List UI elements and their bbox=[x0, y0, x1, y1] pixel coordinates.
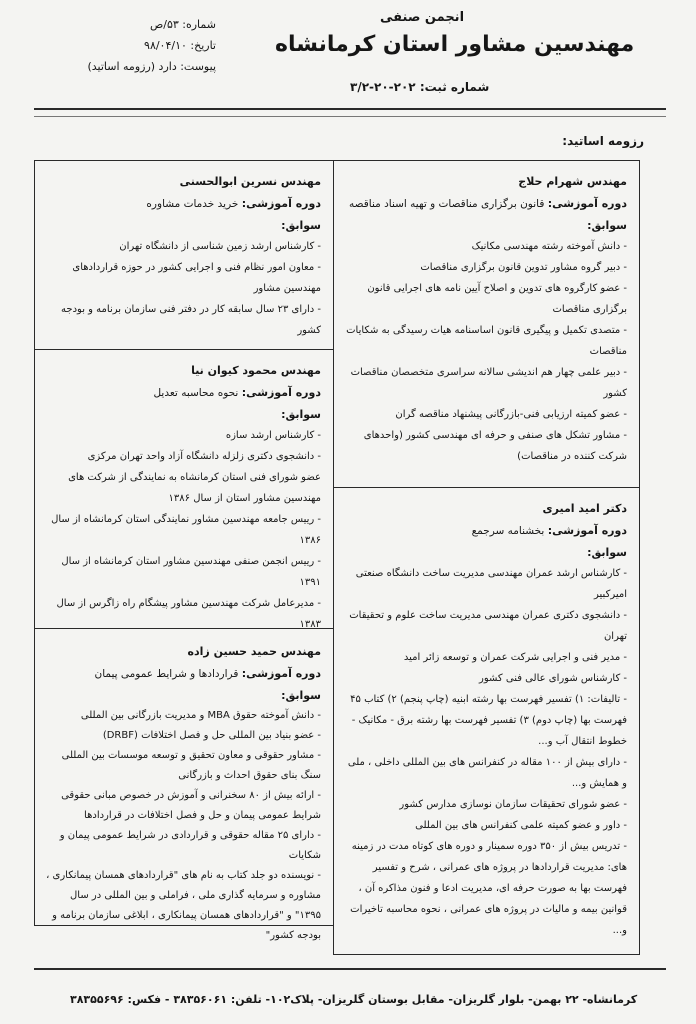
instructor-course bbox=[45, 193, 321, 215]
course-label: دوره آموزشی: bbox=[547, 524, 627, 537]
list-item: - مدیر فنی و اجرایی شرکت عمران و توسعه زائر امید bbox=[403, 652, 627, 663]
list-item: - متصدی تکمیل و پیگیری قانون اساسنامه هیات رسیدگی به شکایات مناقصات bbox=[346, 325, 627, 357]
course-value: بخشنامه سرجمع bbox=[471, 525, 545, 537]
instructor-course bbox=[45, 663, 321, 685]
course-value: قانون برگزاری مناقصات و تهیه اسناد مناقصه bbox=[349, 198, 545, 210]
background-list bbox=[45, 236, 321, 341]
list-item: - دانش آموخته حقوق MBA و مدیریت بازرگانی بین المللی bbox=[80, 710, 321, 721]
list-item: - عضو بنیاد بین المللی حل و فصل اختلافات (DRBF) bbox=[102, 730, 321, 741]
instructor-card-amiri bbox=[333, 487, 640, 955]
instructor-card-hosseinzadeh bbox=[34, 628, 334, 941]
instructor-card-abolhasani bbox=[34, 160, 334, 350]
background-label: سوابق: bbox=[281, 689, 321, 702]
list-item: - تدریس بیش از ۳۵۰ دوره سمینار و دوره های کوتاه مدت در زمینه های: مدیریت قراردادها در پروژه های عمرانی ، شرح و تفسیر فهرست بها به صورت حرفه ای، مدیریت ادعا و فنون مذاکره آن ، قوانین بیمه و مالیات در پروژه های عمرانی ، نحوه محاسبه تاخیرات و... bbox=[350, 841, 627, 936]
instructor-name: مهندس نسرین ابوالحسنی bbox=[179, 175, 321, 188]
list-item: - دارای بیش از ۱۰۰ مقاله در کنفرانس های بین المللی داخلی ، ملی و همایش و... bbox=[347, 757, 627, 789]
list-item: - ارائه بیش از ۸۰ سخنرانی و آموزش در خصوص مبانی حقوقی شرایط عمومی پیمان و حل و فصل اختلافات در قراردادها bbox=[61, 790, 321, 821]
instructor-name: مهندس شهرام حلاج bbox=[518, 175, 627, 188]
list-item: - دانشجوی دکتری عمران مهندسی مدیریت ساخت علوم و تحقیقات تهران bbox=[349, 610, 627, 642]
list-item: - عضو شورای تحقیقات سازمان نوسازی مدارس کشور bbox=[399, 799, 627, 810]
list-item: - رییس جامعه مهندسین مشاور نمایندگی استان کرمانشاه از سال ۱۳۸۶ bbox=[51, 514, 321, 546]
footer-address: کرمانشاه- ۲۲ بهمن- بلوار گلریزان- مقابل بوستان گلریزان- پلاک۱۰۲- تلفن: ۳۸۳۵۶۰۶۱ - فکس: ۳۸۳۵۵۶۹۶ bbox=[70, 993, 638, 1006]
list-item: - معاون امور نظام فنی و اجرایی کشور در حوزه قراردادهای مهندسین مشاور bbox=[72, 262, 321, 294]
list-item: - عضو کمیته ارزیابی فنی-بازرگانی پیشنهاد مناقصه گران bbox=[395, 409, 627, 420]
list-item: - مشاور حقوقی و معاون تحقیق و توسعه موسسات بین المللی سنگ بنای حقوق احداث و بازرگانی bbox=[61, 750, 321, 781]
background-list bbox=[344, 563, 627, 941]
list-item: - دبیر علمی چهار هم اندیشی سالانه سراسری متخصصان مناقصات کشور bbox=[350, 367, 627, 399]
list-item: - رییس انجمن صنفی مهندسین مشاور استان کرمانشاه از سال ۱۳۹۱ bbox=[61, 556, 321, 588]
instructor-course bbox=[344, 193, 627, 215]
org-subtitle: انجمن صنفی bbox=[380, 10, 465, 25]
course-value: قراردادها و شرایط عمومی پیمان bbox=[94, 668, 239, 680]
list-item: - داور و عضو کمیته علمی کنفرانس های بین المللی bbox=[415, 820, 627, 831]
list-item: - مدیرعامل شرکت مهندسین مشاور پیشگام راه زاگرس از سال ۱۳۸۳ bbox=[56, 598, 321, 630]
instructor-name: دکتر امید امیری bbox=[542, 502, 627, 515]
list-item: - کارشناس ارشد زمین شناسی از دانشگاه تهران bbox=[119, 241, 321, 252]
instructor-name: مهندس محمود کیوان نیا bbox=[191, 364, 321, 377]
instructor-course bbox=[344, 520, 627, 542]
instructor-card-hallaj bbox=[333, 160, 640, 488]
background-list bbox=[344, 236, 627, 467]
course-label: دوره آموزشی: bbox=[241, 386, 321, 399]
list-item: - دانشجوی دکتری زلزله دانشگاه آزاد واحد تهران مرکزی bbox=[87, 451, 321, 462]
list-item: - دارای ۲۵ مقاله حقوقی و قراردادی در شرایط عمومی پیمان و شکایات bbox=[59, 830, 321, 861]
header-divider bbox=[34, 108, 666, 110]
instructor-course bbox=[45, 382, 321, 404]
list-item: عضو شورای فنی استان کرمانشاه به نمایندگی از شرکت های مهندسین مشاور استان از سال ۱۳۸۶ bbox=[68, 472, 321, 504]
list-item: - نویسنده دو جلد کتاب به نام های "قراردادهای همسان پیمانکاری ، مشاوره و سرمایه گذاری ملی ، فراملی و بین المللی در سال ۱۳۹۵" و "قراردادهای همسان پیمانکاری ، ابلاغی سازمان برنامه و بودجه کشور" bbox=[46, 870, 321, 941]
section-title: رزومه اساتید: bbox=[562, 134, 644, 148]
list-item: - تالیفات: ۱) تفسیر فهرست بها رشته ابنیه (چاپ پنجم) ۲) کتاب ۴۵ فهرست بها (چاپ دوم) ۳) تفسیر فهرست بها رشته برق - مکانیک - خطوط انتقال آب و... bbox=[350, 694, 627, 747]
org-title: مهندسین مشاور استان کرمانشاه bbox=[275, 32, 635, 57]
list-item: - کارشناس ارشد سازه bbox=[225, 430, 321, 441]
letter-meta bbox=[56, 14, 216, 77]
footer-divider bbox=[34, 968, 666, 970]
course-value: نحوه محاسبه تعدیل bbox=[153, 387, 239, 399]
list-item: - مشاور تشکل های صنفی و حرفه ای مهندسی کشور (واحدهای شرکت کننده در مناقصات) bbox=[363, 430, 627, 462]
list-item: - دانش آموخته رشته مهندسی مکانیک bbox=[471, 241, 627, 252]
letter-number: شماره: ۵۳/ص bbox=[149, 18, 216, 31]
list-item: - عضو کارگروه های تدوین و اصلاح آیین نامه های اجرایی قانون برگزاری مناقصات bbox=[367, 283, 627, 315]
background-label: سوابق: bbox=[587, 546, 627, 559]
instructor-name: مهندس حمید حسین زاده bbox=[187, 645, 321, 658]
background-label: سوابق: bbox=[281, 219, 321, 232]
list-item: - کارشناس شورای عالی فنی کشور bbox=[479, 673, 627, 684]
letter-date: تاریخ: ۹۸/۰۴/۱۰ bbox=[144, 39, 216, 52]
list-item: - دبیر گروه مشاور تدوین قانون برگزاری مناقصات bbox=[420, 262, 627, 273]
list-item: - کارشناس ارشد عمران مهندسی مدیریت ساخت دانشگاه صنعتی امیرکبیر bbox=[355, 568, 627, 600]
course-value: خرید خدمات مشاوره bbox=[146, 198, 239, 210]
course-label: دوره آموزشی: bbox=[547, 197, 627, 210]
header-divider-thin bbox=[34, 116, 666, 117]
background-list bbox=[45, 425, 321, 635]
letter-attachment: پیوست: دارد (رزومه اساتید) bbox=[87, 60, 216, 73]
instructor-card-keyvannia bbox=[34, 349, 334, 629]
registration-number: شماره ثبت: ۲۰۲-۲۰-۳/۲ bbox=[350, 80, 490, 94]
background-label: سوابق: bbox=[587, 219, 627, 232]
background-list bbox=[45, 706, 321, 946]
course-label: دوره آموزشی: bbox=[241, 197, 321, 210]
list-item: - دارای ۲۳ سال سابقه کار در دفتر فنی سازمان برنامه و بودجه کشور bbox=[61, 304, 321, 336]
background-label: سوابق: bbox=[281, 408, 321, 421]
course-label: دوره آموزشی: bbox=[241, 667, 321, 680]
